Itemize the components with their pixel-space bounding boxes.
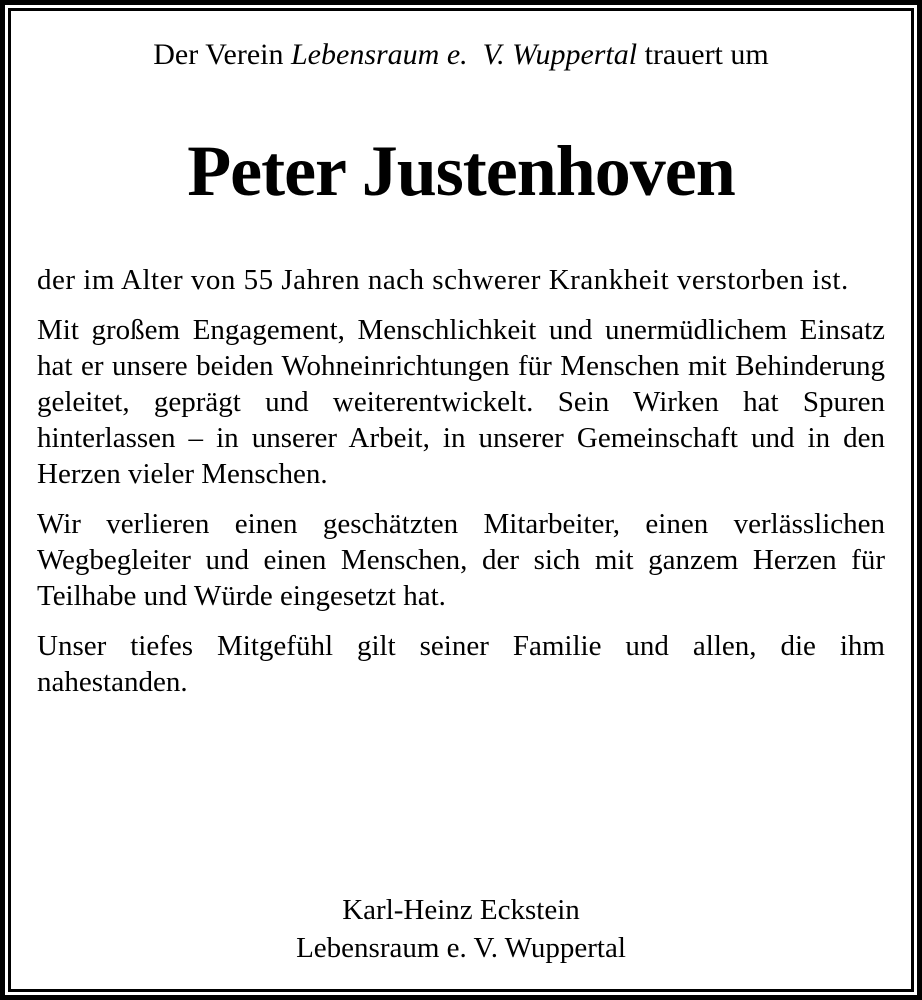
intro-suffix: trauert um [637,38,769,71]
signature-organization: Lebensraum e. V. Wuppertal [296,932,626,964]
intro-prefix: Der Verein [153,38,291,71]
intro-line [37,35,885,75]
paragraph-loss: Wir verlieren einen geschätzten Mitarbeiter, einen verlässlichen Wegbegleiter und einen Menschen, der sich mit ganzem Herzen für Teilhabe und Würde eingesetzt hat. [37,508,885,612]
paragraph-age: der im Alter von 55 Jahren nach schwerer Krankheit verstorben ist. [37,264,849,296]
intro-organization: Lebensraum e. V. Wuppertal [291,38,638,71]
obituary-content [37,11,885,989]
paragraph-condolence: Unser tiefes Mitgefühl gilt seiner Familie und allen, die ihm nahestanden. [37,630,885,698]
obituary-body [37,262,885,714]
paragraph-engagement: Mit großem Engagement, Menschlichkeit und unermüdlichem Einsatz hat er unsere beiden Wohneinrichtungen für Menschen mit Behinderung geleitet, geprägt und weiterentwickelt. Sein Wirken hat Spuren hinterlassen – in unserer Arbeit, in unserer Gemeinschaft und in den Herzen vieler Menschen. [37,314,885,490]
signature-name: Karl-Heinz Eckstein [342,894,580,926]
deceased-name: Peter Justenhoven [187,131,735,211]
signature-block [37,891,885,967]
obituary-inner-border [8,8,914,992]
